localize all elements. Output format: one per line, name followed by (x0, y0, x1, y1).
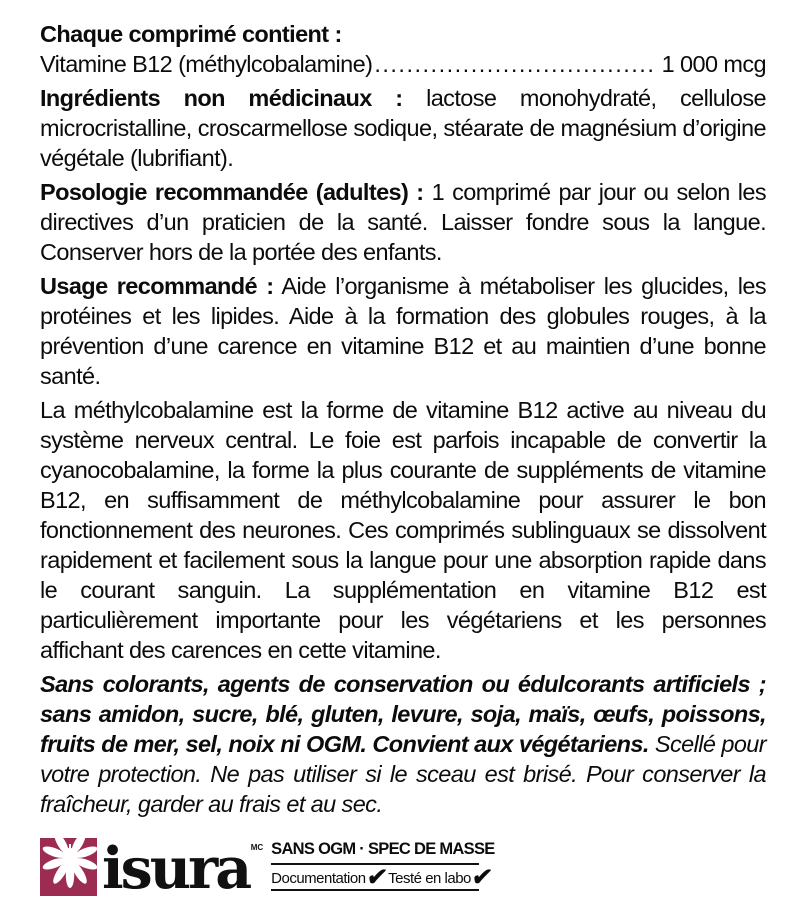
paragraph-body: La méthylcobalamine est la forme de vitamine B12 active au niveau du système nerveux central. Le foie est parfois incapable de convertir la cyanocobalamine, la forme la plus courante de suppléments de vitamine B12, en suffisamment de méthylcobalamine pour assurer le bon fonctionnement des neurones. Ces comprimés sublinguaux se dissolvent rapidement et facilement sous la langue pour une absorption rapide dans le courant sanguin. La supplémentation en vitamine B12 est particulièrement importante pour les végétariens et les personnes affichant des carences en cette vitamine. (40, 397, 766, 663)
fact-amount: 1 000 mcg (661, 51, 766, 77)
cert-row (271, 864, 494, 891)
dots-leader (374, 49, 655, 79)
fact-row (40, 49, 766, 79)
paragraph-dosage (40, 177, 766, 267)
isura-cert-column (271, 840, 495, 891)
allergen-statement: Sans colorants, agents de conservation ou édulcorants artificiels ; sans amidon, sucre, blé, gluten, levure, soja, maïs, œufs, poissons, fruits de mer, sel, noix ni OGM. Convient aux végétariens. (40, 671, 766, 757)
cert-item-documentation (271, 864, 389, 891)
seal-statement: Scellé pour votre protection. Ne pas utiliser si le sceau est brisé. Pour conserver la fraîcheur, garder au frais et au sec. (40, 731, 766, 817)
checkmark-icon: ✔ (470, 864, 494, 891)
isura-wordmark-wrap (102, 835, 264, 902)
paragraph-non-medicinal (40, 83, 766, 173)
paragraph-allergen-free (40, 669, 766, 819)
cert-item-label: Testé en labo (388, 869, 471, 887)
isura-logo (40, 835, 766, 902)
paragraph-lead: Usage recommandé : (40, 273, 274, 299)
cert-item-lab-tested (388, 864, 494, 891)
checkmark-icon: ✔ (364, 864, 389, 891)
paragraph-recommended-use (40, 271, 766, 391)
isura-wordmark: isura (102, 835, 250, 902)
isura-trademark: MC (250, 843, 264, 852)
contains-heading: Chaque comprimé contient : (40, 21, 342, 47)
paragraph-description (40, 395, 766, 665)
paragraph-lead: Posologie recommandée (adultes) : (40, 179, 424, 205)
isura-flower-icon (40, 838, 97, 896)
cert-item-label: Documentation (271, 869, 366, 887)
paragraph-body: 1 comprimé par jour ou selon les directives d’un praticien de la santé. Laisser fondre sous la langue. Conserver hors de la portée des enfants. (40, 179, 766, 265)
paragraph-lead: Ingrédients non médicinaux : (40, 85, 403, 111)
paragraph-body: Aide l’organisme à métaboliser les glucides, les protéines et les lipides. Aide à la formation des globules rouges, à la prévention d’une carence en vitamine B12 et au maintien d’une bonne santé. (40, 273, 766, 389)
paragraph-body: lactose monohydraté, cellulose microcristalline, croscarmellose sodique, stéarate de magnésium d’origine végétale (lubrifiant). (40, 85, 766, 171)
fact-name: Vitamine B12 (méthylcobalamine) (40, 51, 373, 77)
isura-tagline: SANS OGM · SPEC DE MASSE (271, 840, 479, 865)
